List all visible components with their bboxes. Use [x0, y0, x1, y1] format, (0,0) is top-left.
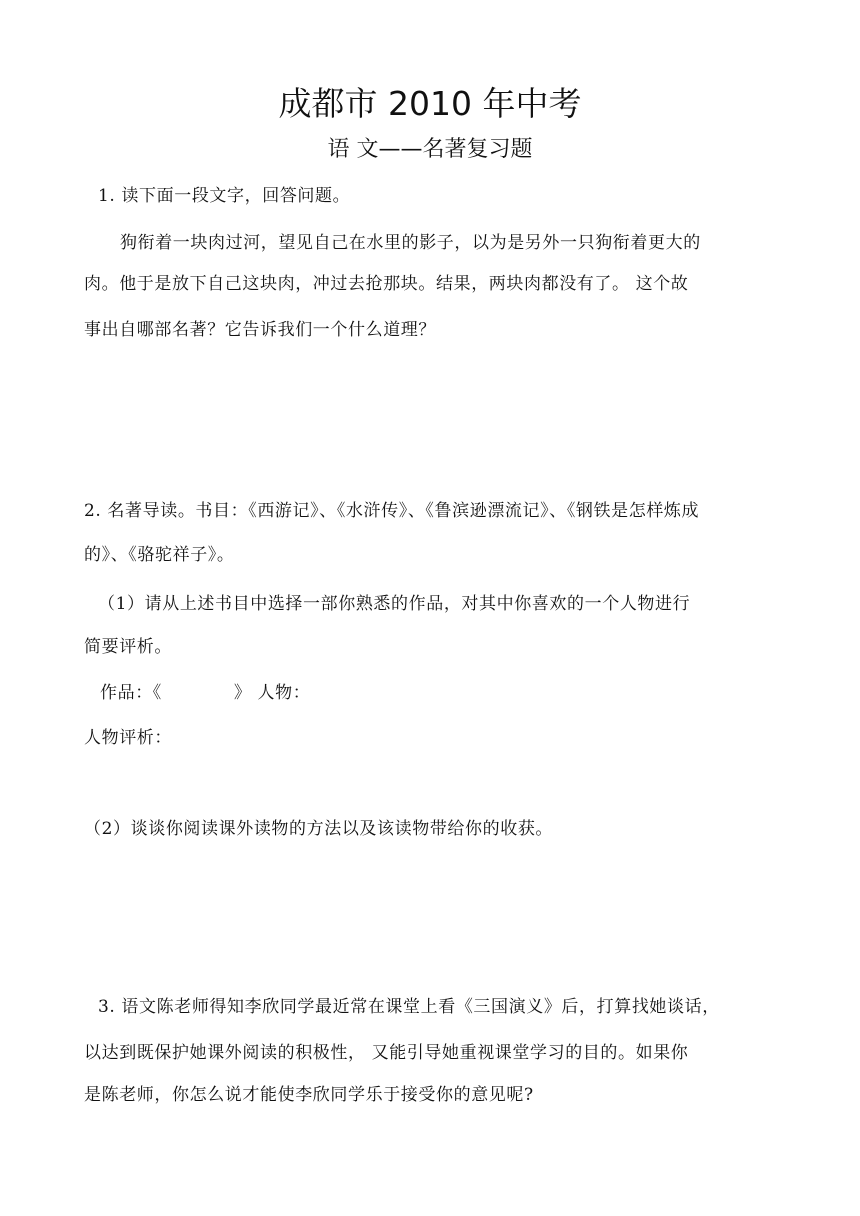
question-2-sub-2: （2）谈谈你阅读课外读物的方法以及该读物带给你的收获。 [84, 819, 554, 839]
question-3-line-3: 是陈老师，你怎么说才能使李欣同学乐于接受你的意见呢? [84, 1085, 534, 1105]
question-3-line-1: 3. 语文陈老师得知李欣同学最近常在课堂上看《三国演义》后，打算找她谈话， [98, 997, 720, 1017]
question-2-sub-1-line-1: （1）请从上述书目中选择一部你熟悉的作品，对其中你喜欢的一个人物进行 [98, 594, 691, 614]
question-2-prompt-line-2: 的》、《骆驼祥子》。 [84, 545, 235, 565]
question-2-prompt-line-1: 2. 名著导读。书目：《西游记》、《水浒传》、《鲁滨逊漂流记》、《钢铁是怎样炼成 [84, 501, 700, 521]
character-comment-label: 人物评析： [84, 728, 172, 748]
question-1-passage-line-1: 狗衔着一块肉过河，望见自己在水里的影子，以为是另外一只狗衔着更大的 [120, 233, 701, 253]
work-label-close: 》 人物： [233, 683, 311, 703]
work-label-open: 作品：《 [100, 683, 162, 703]
question-1-passage-line-3: 事出自哪部名著？它告诉我们一个什么道理？ [84, 320, 436, 340]
question-1-prompt: 1. 读下面一段文字，回答问题。 [98, 186, 351, 206]
page-subtitle: 语 文——名著复习题 [327, 137, 533, 162]
page-title: 成都市 2010 年中考 [278, 84, 582, 123]
question-3-line-2: 以达到既保护她课外阅读的积极性， 又能引导她重视课堂学习的目的。如果你 [84, 1043, 689, 1063]
work-character-line [100, 679, 310, 707]
question-1-passage-line-2: 肉。他于是放下自己这块肉，冲过去抢那块。结果，两块肉都没有了。 这个故 [84, 274, 689, 294]
question-2-sub-1-line-2: 简要评析。 [84, 637, 172, 657]
